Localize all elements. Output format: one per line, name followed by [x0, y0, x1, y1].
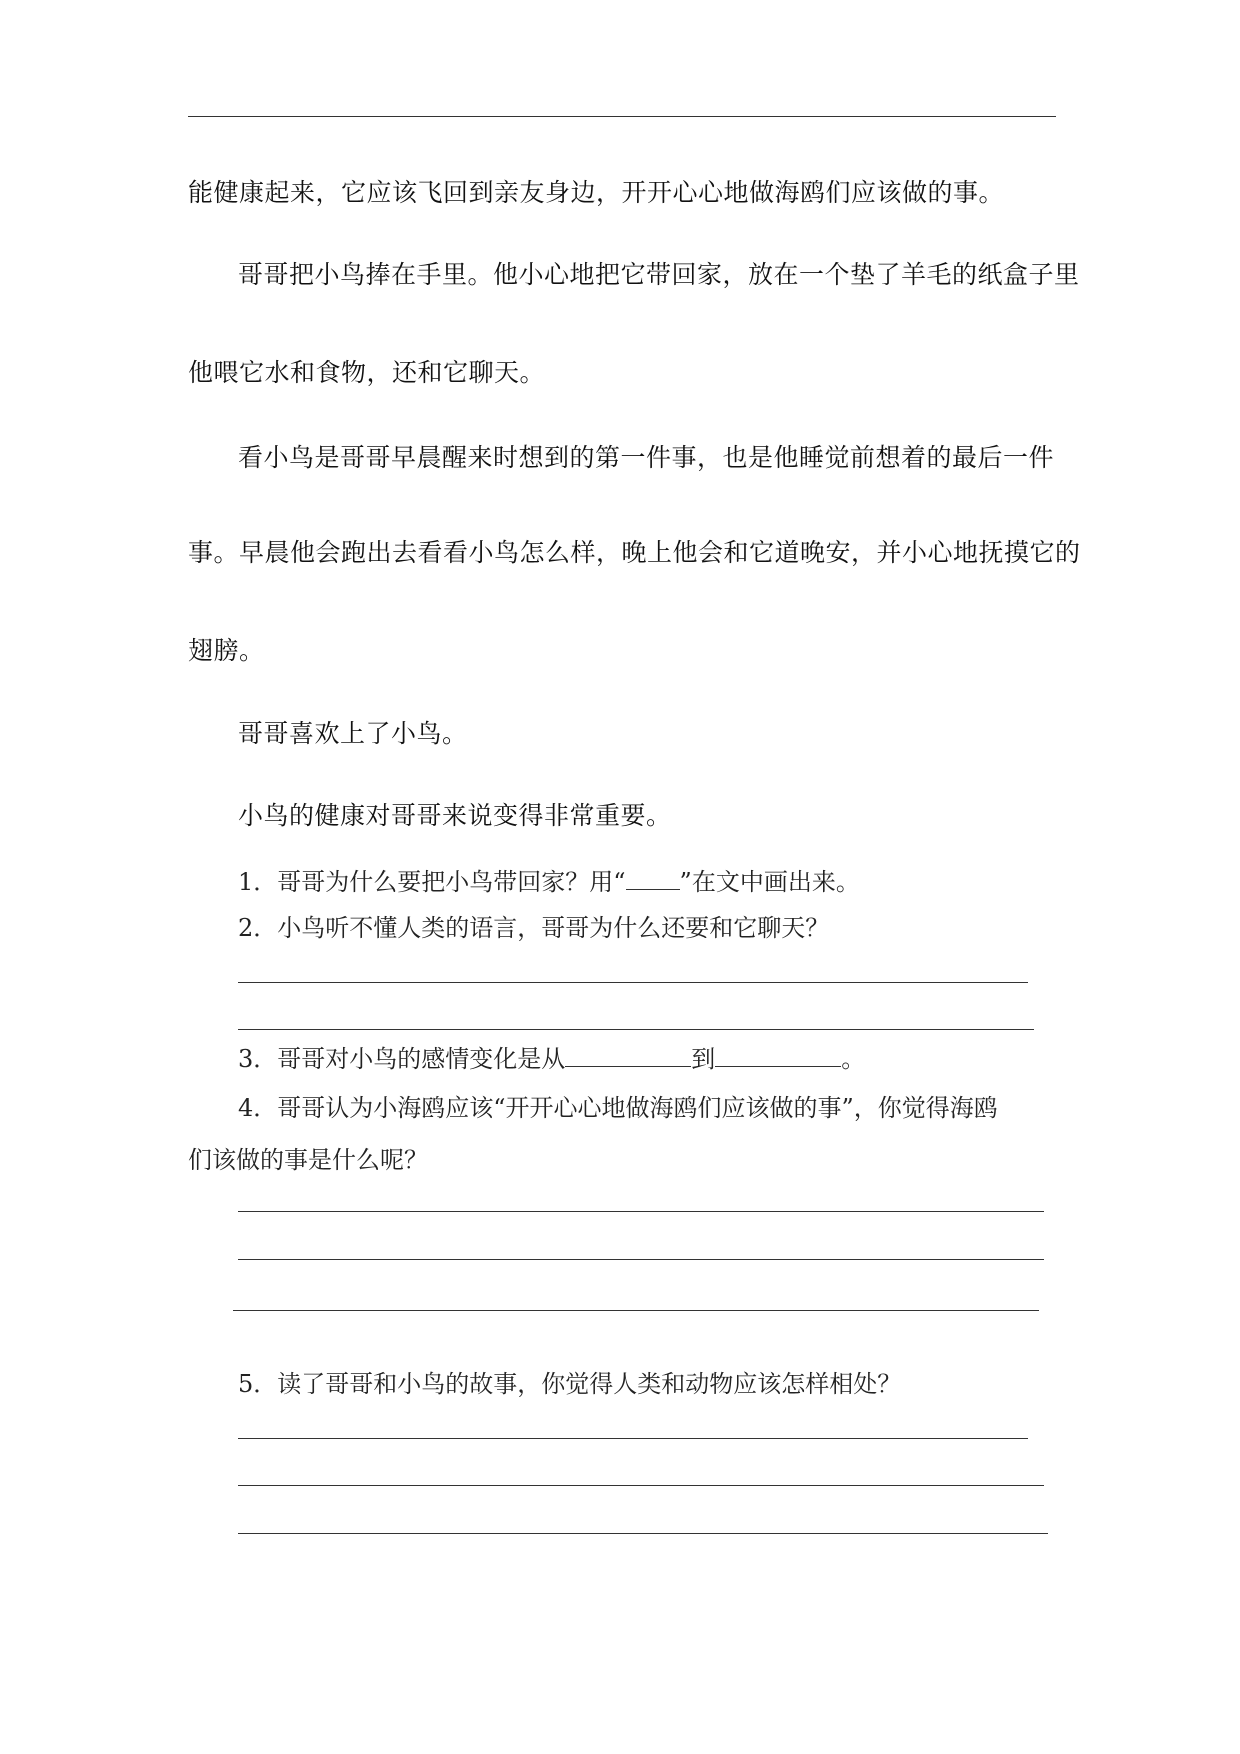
question-3-text-b: 到 — [691, 1045, 716, 1073]
header-rule — [188, 116, 1056, 117]
question-3 — [238, 1043, 865, 1075]
question-3-blank-to[interactable] — [715, 1044, 841, 1067]
passage-line-1: 能健康起来，它应该飞回到亲友身边，开开心心地做海鸥们应该做的事。 — [188, 178, 1005, 207]
passage-line-5: 事。早晨他会跑出去看看小鸟怎么样，晚上他会和它道晚安，并小心地抚摸它的 — [188, 538, 1081, 567]
question-1-text-b: ”在文中画出来。 — [679, 868, 860, 896]
question-1-text-a: 1．哥哥为什么要把小鸟带回家？用“ — [238, 868, 626, 896]
passage-line-6: 翅膀。 — [188, 636, 265, 665]
question-4-line-2: 们该做的事是什么呢？ — [188, 1146, 428, 1174]
question-3-text-c: 。 — [841, 1045, 866, 1073]
answer-line-q5-2[interactable] — [238, 1485, 1044, 1486]
answer-line-q2-1[interactable] — [238, 982, 1028, 983]
passage-line-3: 他喂它水和食物，还和它聊天。 — [188, 358, 546, 387]
question-3-text-a: 3．哥哥对小鸟的感情变化是从 — [238, 1045, 566, 1073]
answer-line-q4-3[interactable] — [233, 1310, 1039, 1311]
question-3-blank-from[interactable] — [565, 1044, 691, 1067]
passage-line-2: 哥哥把小鸟捧在手里。他小心地把它带回家，放在一个垫了羊毛的纸盒子里 — [238, 260, 1080, 289]
answer-line-q2-2[interactable] — [238, 1029, 1034, 1030]
question-2: 2．小鸟听不懂人类的语言，哥哥为什么还要和它聊天？ — [238, 914, 830, 942]
answer-line-q4-1[interactable] — [238, 1211, 1044, 1212]
passage-line-4: 看小鸟是哥哥早晨醒来时想到的第一件事，也是他睡觉前想着的最后一件 — [238, 443, 1055, 472]
passage-line-8: 小鸟的健康对哥哥来说变得非常重要。 — [238, 801, 672, 830]
passage-line-7: 哥哥喜欢上了小鸟。 — [238, 719, 468, 748]
answer-line-q4-2[interactable] — [238, 1259, 1044, 1260]
question-1-inline-blank[interactable] — [626, 867, 680, 890]
question-5: 5．读了哥哥和小鸟的故事，你觉得人类和动物应该怎样相处？ — [238, 1370, 902, 1398]
question-4-line-1: 4．哥哥认为小海鸥应该“开开心心地做海鸥们应该做的事”，你觉得海鸥 — [238, 1094, 998, 1122]
question-1 — [238, 866, 860, 898]
answer-line-q5-1[interactable] — [238, 1438, 1028, 1439]
answer-line-q5-3[interactable] — [238, 1533, 1048, 1534]
